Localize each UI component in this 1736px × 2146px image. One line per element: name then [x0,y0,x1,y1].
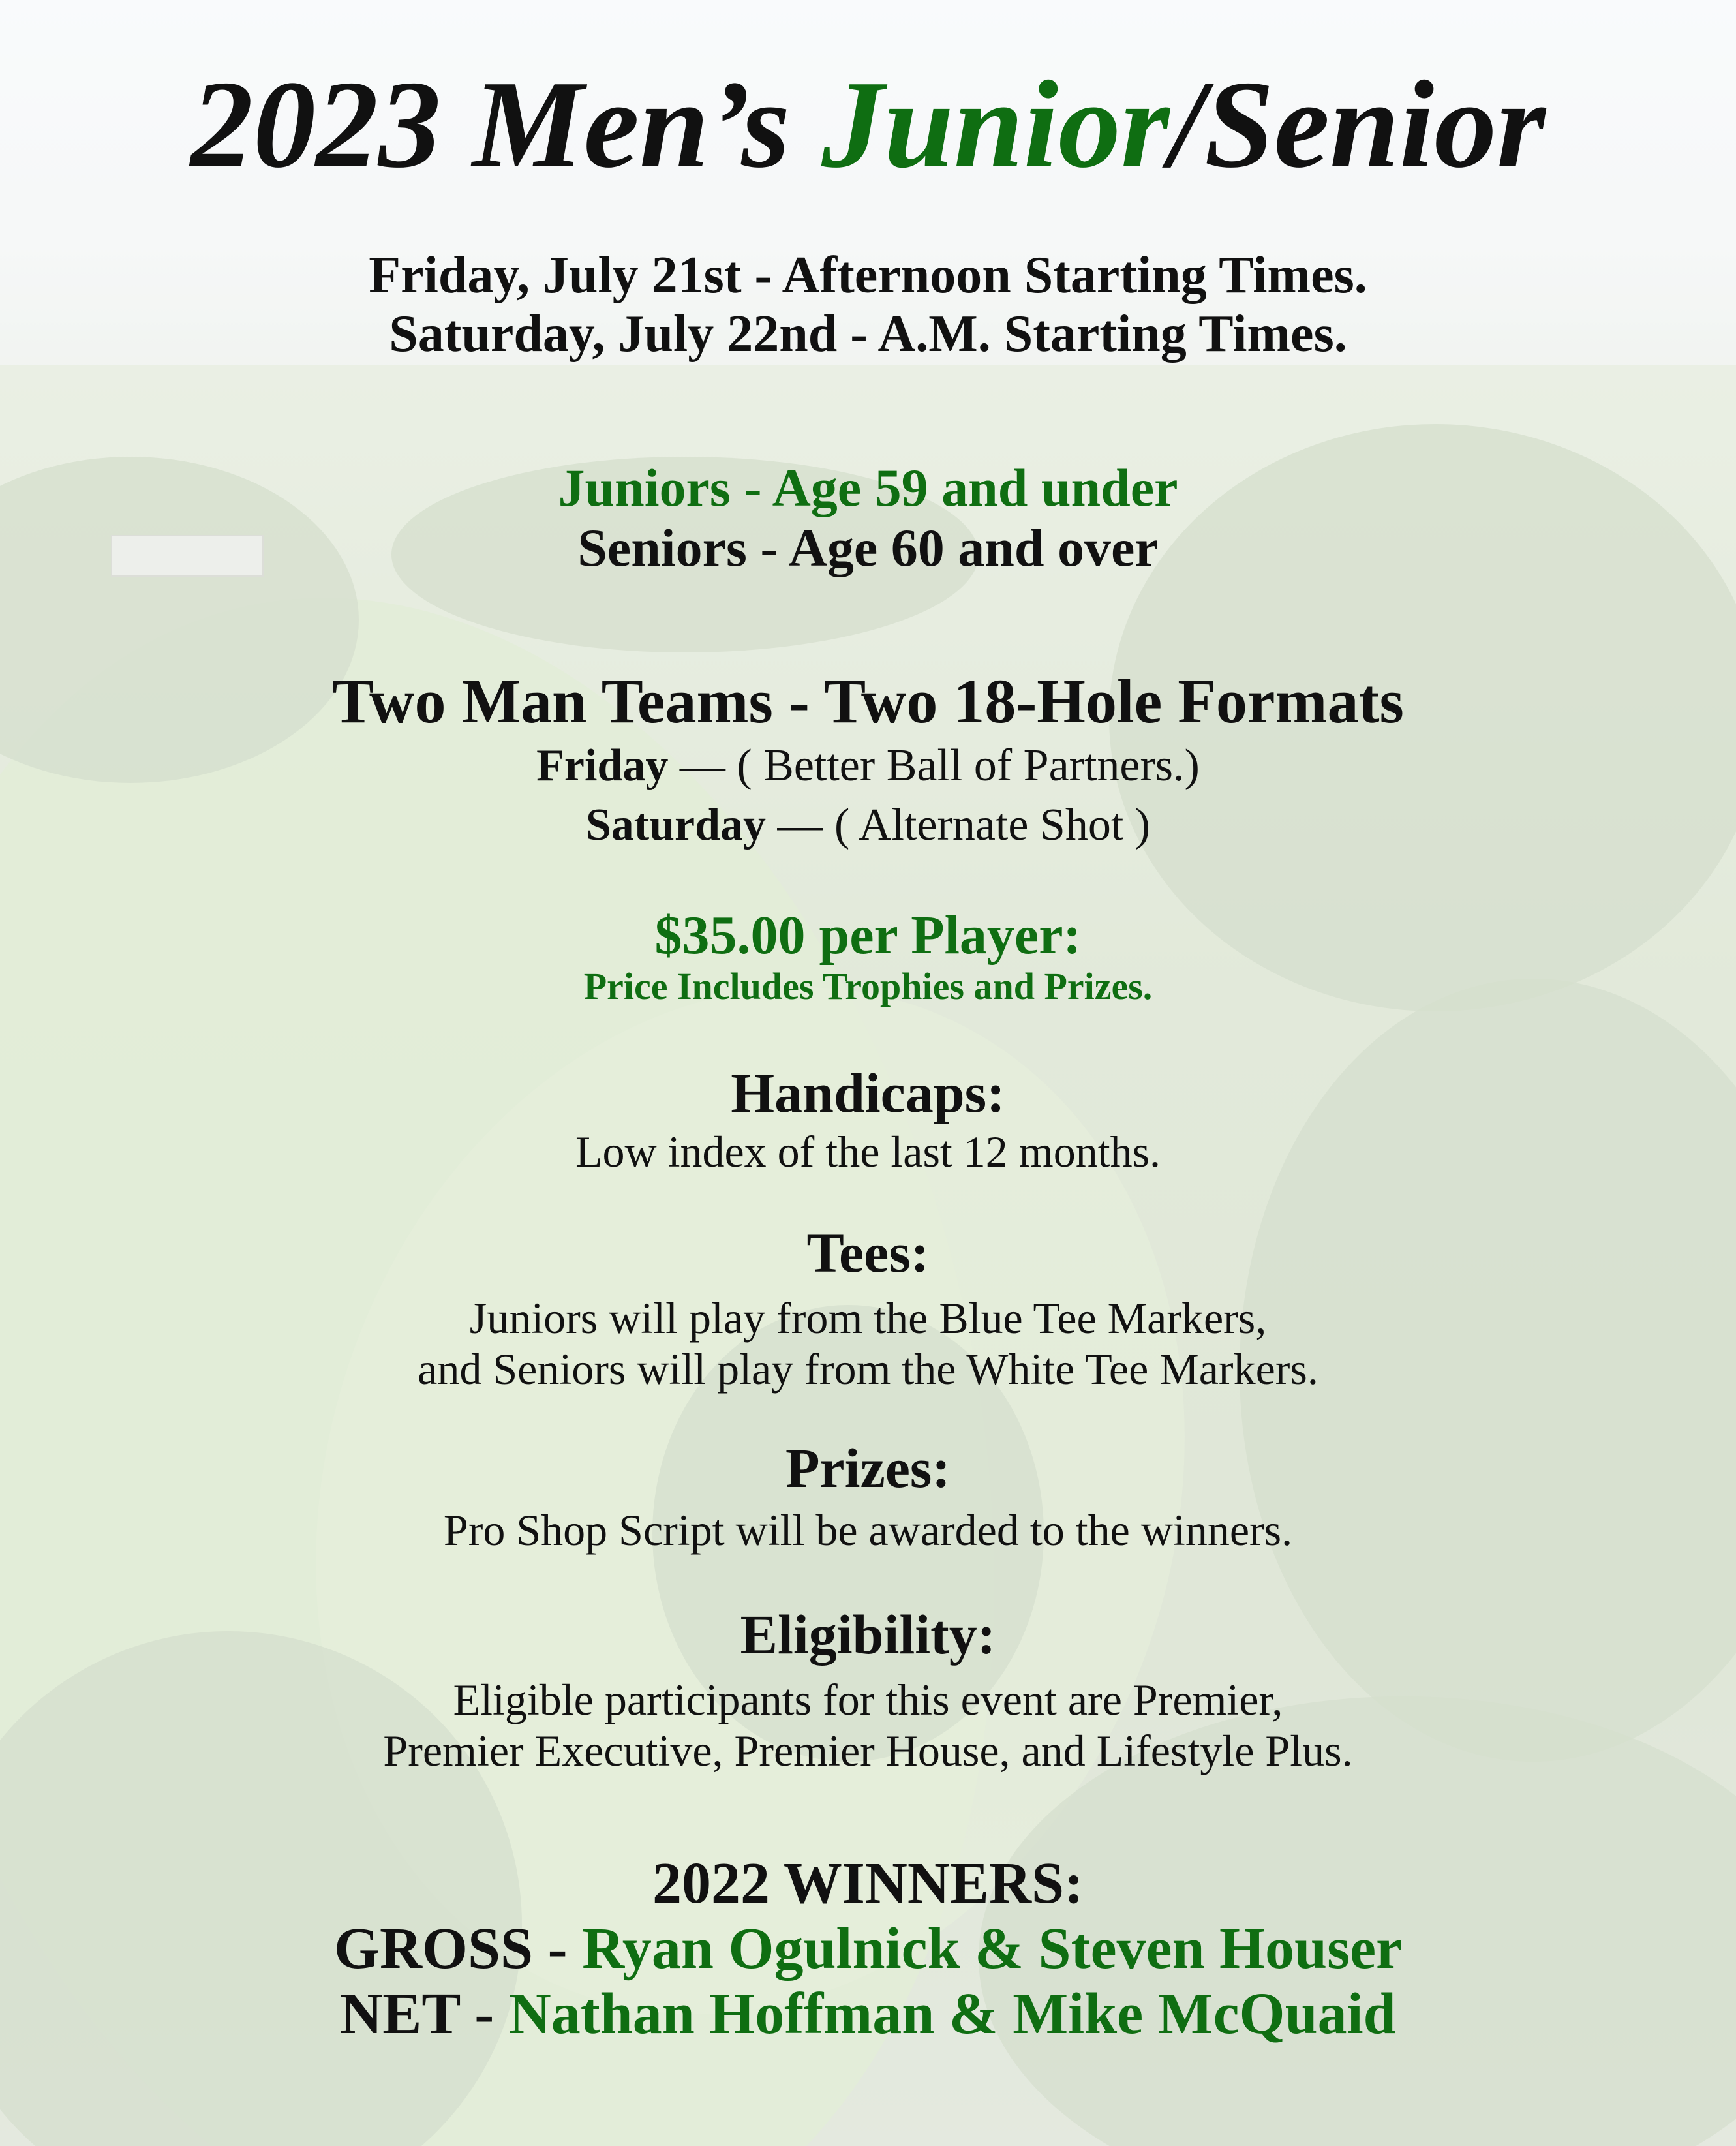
format-friday [0,742,1736,790]
title-junior: Junior [821,55,1170,194]
juniors-age: Juniors - Age 59 and under [558,458,1178,517]
price-amount: $35.00 per Player: [654,905,1082,966]
title-year-mens: 2023 Men’s [190,55,822,194]
net-winners: Nathan Hoffman & Mike McQuaid [508,1982,1396,2046]
tees-line1: Juniors will play from the Blue Tee Markers, [469,1293,1267,1343]
handicaps-heading: Handicaps: [731,1062,1005,1124]
seniors-age: Seniors - Age 60 and over [577,518,1159,577]
tees-heading: Tees: [806,1221,930,1284]
friday-label: Friday [536,741,669,791]
format-heading: Two Man Teams - Two 18-Hole Formats [332,666,1404,736]
tees-line2: and Seniors will play from the White Tee Markers. [418,1344,1318,1394]
winners-heading: 2022 WINNERS: [652,1851,1084,1916]
price-note: Price Includes Trophies and Prizes. [583,965,1153,1007]
eligibility-line1: Eligible participants for this event are Premier, [453,1675,1283,1724]
eligibility-heading: Eligibility: [740,1603,996,1666]
page-title [0,55,1736,194]
winners-gross [0,1918,1736,1980]
title-senior: /Senior [1169,55,1546,194]
gross-winners: Ryan Ogulnick & Steven Houser [582,1916,1403,1981]
format-saturday [0,801,1736,850]
prizes-heading: Prizes: [785,1437,951,1499]
schedule-friday: Friday, July 21st - Afternoon Starting Times. [369,247,1367,304]
prizes-text: Pro Shop Script will be awarded to the winners. [443,1505,1293,1555]
handicaps-text: Low index of the last 12 months. [575,1127,1161,1176]
eligibility-line2: Premier Executive, Premier House, and Lifestyle Plus. [383,1726,1353,1775]
net-label: NET - [340,1982,509,2046]
friday-format: — ( Better Ball of Partners.) [668,741,1200,791]
gross-label: GROSS - [333,1916,583,1981]
saturday-format: — ( Alternate Shot ) [766,800,1151,850]
winners-net [0,1984,1736,2046]
saturday-label: Saturday [585,800,767,850]
schedule-saturday: Saturday, July 22nd - A.M. Starting Times. [389,305,1347,363]
